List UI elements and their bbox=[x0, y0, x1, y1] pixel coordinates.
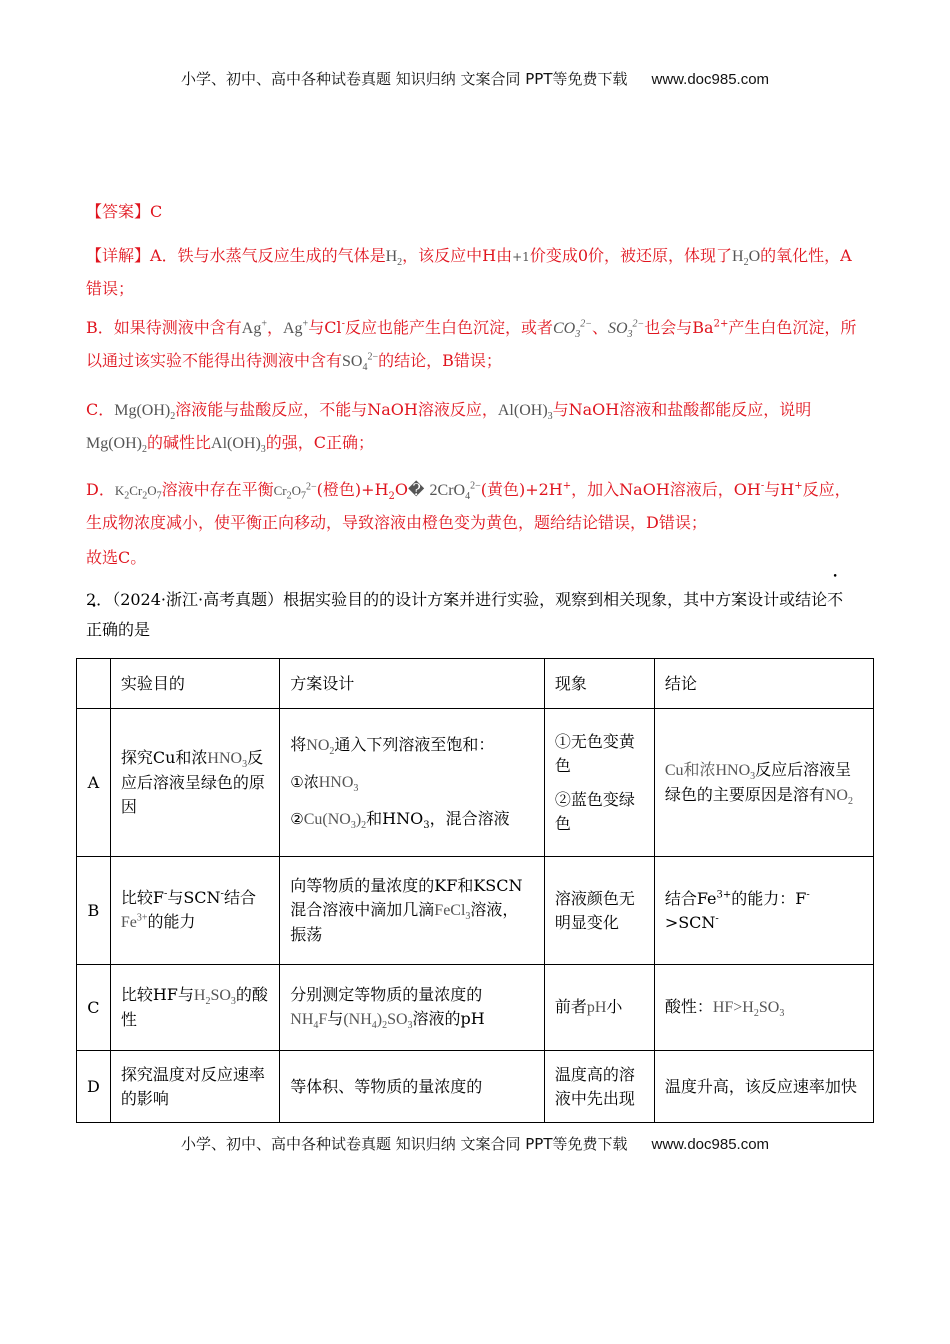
footer-site-link[interactable]: www.doc985.com bbox=[651, 1136, 770, 1153]
answer-label: 【答案】 bbox=[86, 202, 151, 221]
page-header bbox=[0, 68, 950, 89]
formula-aloh3: $Al(OH)_3$ bbox=[211, 435, 266, 456]
explanation-b-text: 产生白色沉淀，所以通过该实验不能得出待测液中含有 bbox=[86, 318, 857, 370]
explanation-b-text: 反应也能产生白色沉淀，或者 bbox=[344, 318, 553, 337]
purpose-cell: 探究Cu和浓$HNO_3$反应后溶液呈绿色的原因 bbox=[110, 709, 279, 857]
conclusion-cell: Cu和浓$HNO_3$反应后溶液呈绿色的主要原因是溶有$NO_2$ bbox=[654, 709, 873, 857]
phenomenon-cell: ①无色变黄色 ②蓝色变绿色 bbox=[544, 709, 654, 857]
question-number: 2． bbox=[86, 590, 113, 609]
formula-ag: Ag+ bbox=[282, 318, 309, 337]
explanation-a-text: A．铁与水蒸气反应生成的气体是 bbox=[150, 246, 386, 265]
explanation-b-text: 也会与Ba bbox=[644, 318, 714, 337]
question-text: 确的是 bbox=[102, 620, 151, 639]
row-label: D bbox=[77, 1051, 111, 1123]
emphasis-char: 不 bbox=[827, 590, 844, 609]
explanation-d-text: 反应，生成物浓度减小，使平衡正向移动，导致溶液由橙色变为黄色，题给结论错误，D错误； bbox=[86, 480, 851, 532]
formula-aloh3: $Al(OH)_3$ bbox=[497, 402, 553, 423]
experiment-table bbox=[76, 658, 874, 1123]
row-label: A bbox=[77, 709, 111, 857]
oxidation-state: +1 bbox=[512, 250, 530, 264]
phenomenon-cell: 温度高的溶液中先出现 bbox=[544, 1051, 654, 1123]
explanation-d-text: 溶液中存在平衡 bbox=[161, 480, 274, 499]
phenomenon-cell: 溶液颜色无明显变化 bbox=[544, 857, 654, 965]
explanation-c-text: 溶液能与盐酸反应，不能与NaOH溶液反应， bbox=[175, 400, 498, 419]
table-row bbox=[77, 1051, 874, 1123]
question-text: 根据实验目的的设计方案并进行实验，观察到相关现象，其中方案设计或结论 bbox=[283, 590, 828, 609]
formula-cro4: 2CrO$_4^{2-}$ bbox=[429, 480, 481, 503]
header-site-link[interactable]: www.doc985.com bbox=[651, 71, 770, 88]
table-row bbox=[77, 709, 874, 857]
explanation-b-text: B．如果待测液中含有 bbox=[86, 318, 242, 337]
emphasis-char: 正 bbox=[86, 620, 103, 639]
charge: + bbox=[562, 480, 572, 492]
explanation-label: 【详解】 bbox=[86, 246, 151, 265]
explanation-d-text: ，加入NaOH溶液后，OH bbox=[571, 480, 761, 499]
formula-k2cr2o7: $K_2Cr_2O_7$ bbox=[114, 483, 162, 502]
explanation-b-text: 与Cl bbox=[308, 318, 342, 337]
answer-line bbox=[86, 196, 866, 228]
explanation-d-text: O bbox=[394, 480, 409, 499]
footer-text: 小学、初中、高中各种试卷真题 知识归纳 文案合同 PPT等免费下载 bbox=[180, 1135, 628, 1153]
explanation-c-text: 的碱性比 bbox=[147, 433, 212, 452]
explanation-c-text: 与NaOH溶液和盐酸都能反应，说明 bbox=[552, 400, 812, 419]
formula-ag: Ag+ bbox=[241, 318, 267, 337]
explanation-conclusion: 故选C。 bbox=[86, 548, 147, 567]
purpose-cell: 比较HF与$H_2SO_3$的酸性 bbox=[110, 965, 279, 1051]
equilibrium-arrow-icon: � bbox=[408, 480, 425, 499]
formula-cr2o7: $Cr_2O_7^{2-}$ bbox=[273, 481, 317, 502]
subscript: 2 bbox=[388, 491, 395, 503]
explanation-b-text: 的结论，B错误； bbox=[378, 351, 502, 370]
formula-so4: $SO_4^{2-}$ bbox=[342, 351, 379, 374]
header-cell: 实验目的 bbox=[110, 659, 279, 709]
header-text: 小学、初中、高中各种试卷真题 知识归纳 文案合同 PPT等免费下载 bbox=[180, 70, 628, 88]
purpose-cell: 探究温度对反应速率的影响 bbox=[110, 1051, 279, 1123]
explanation-c bbox=[86, 394, 866, 460]
formula-h2o: $H_2O$ bbox=[732, 248, 761, 269]
question-source: （2024·浙江·高考真题） bbox=[112, 590, 284, 609]
header-cell: 现象 bbox=[544, 659, 654, 709]
explanation-d bbox=[86, 474, 866, 539]
answer-value: C bbox=[150, 202, 163, 221]
explanation-d-text: 与H bbox=[764, 480, 795, 499]
explanation-b bbox=[86, 312, 866, 378]
design-cell: 等体积、等物质的量浓度的 bbox=[280, 1051, 545, 1123]
page-footer bbox=[0, 1133, 950, 1154]
table-row bbox=[77, 965, 874, 1051]
header-cell: 结论 bbox=[654, 659, 873, 709]
charge: - bbox=[341, 318, 345, 330]
explanation-c-text: C． bbox=[86, 400, 115, 419]
conclusion-cell: 温度升高，该反应速率加快 bbox=[654, 1051, 873, 1123]
formula-so3: $SO_3^{2-}$ bbox=[607, 318, 645, 341]
charge: 2+ bbox=[713, 318, 729, 330]
explanation-a bbox=[86, 240, 866, 305]
design-cell: 分别测定等物质的量浓度的 $NH_4F$与$(NH_4)_2SO_3$溶液的pH bbox=[280, 965, 545, 1051]
row-label: B bbox=[77, 857, 111, 965]
explanation-a-text: 价变成0价，被还原，体现了 bbox=[529, 246, 732, 265]
explanation-b-text: ， bbox=[266, 318, 283, 337]
formula-mgoh2: $Mg(OH)_2$ bbox=[86, 435, 147, 456]
charge: - bbox=[760, 480, 765, 492]
design-cell: 将$NO_2$通入下列溶液至饱和： ①浓$HNO_3$ $②Cu(NO_3)_2$和$HNO_3$，混合溶液 bbox=[280, 709, 545, 857]
header-cell bbox=[77, 659, 111, 709]
design-cell: 向等物质的量浓度的KF和KSCN混合溶液中滴加几滴FeCl$_3$溶液，振荡 bbox=[280, 857, 545, 965]
explanation-d-text: (橙色)+H bbox=[316, 480, 389, 499]
charge: + bbox=[794, 480, 803, 492]
explanation-a-text: 的氧化性，A错误； bbox=[86, 246, 852, 298]
conclusion-cell: 酸性：$HF>H_2SO_3$ bbox=[654, 965, 873, 1051]
explanation-d-text: (黄色)+2H bbox=[480, 480, 563, 499]
explanation-b-text: 、 bbox=[591, 318, 608, 337]
table-header-row bbox=[77, 659, 874, 709]
formula-h2: $H_2$ bbox=[385, 248, 403, 269]
question-2 bbox=[86, 585, 866, 645]
phenomenon-cell: 前者pH小 bbox=[544, 965, 654, 1051]
table-row bbox=[77, 857, 874, 965]
row-label: C bbox=[77, 965, 111, 1051]
conclusion-cell: 结合$Fe^{3+}$的能力：F->SCN- bbox=[654, 857, 873, 965]
explanation-c-text: 的强，C正确； bbox=[265, 433, 375, 452]
formula-mgoh2: $Mg(OH)_2$ bbox=[114, 402, 176, 423]
explanation-a-text: ，该反应中H由 bbox=[402, 246, 513, 265]
header-cell: 方案设计 bbox=[280, 659, 545, 709]
formula-co3: $CO_3^{2-}$ bbox=[552, 318, 592, 341]
purpose-cell: 比较F-与SCN-结合 $Fe^{3+}$的能力 bbox=[110, 857, 279, 965]
explanation-d-text: D． bbox=[86, 480, 115, 499]
